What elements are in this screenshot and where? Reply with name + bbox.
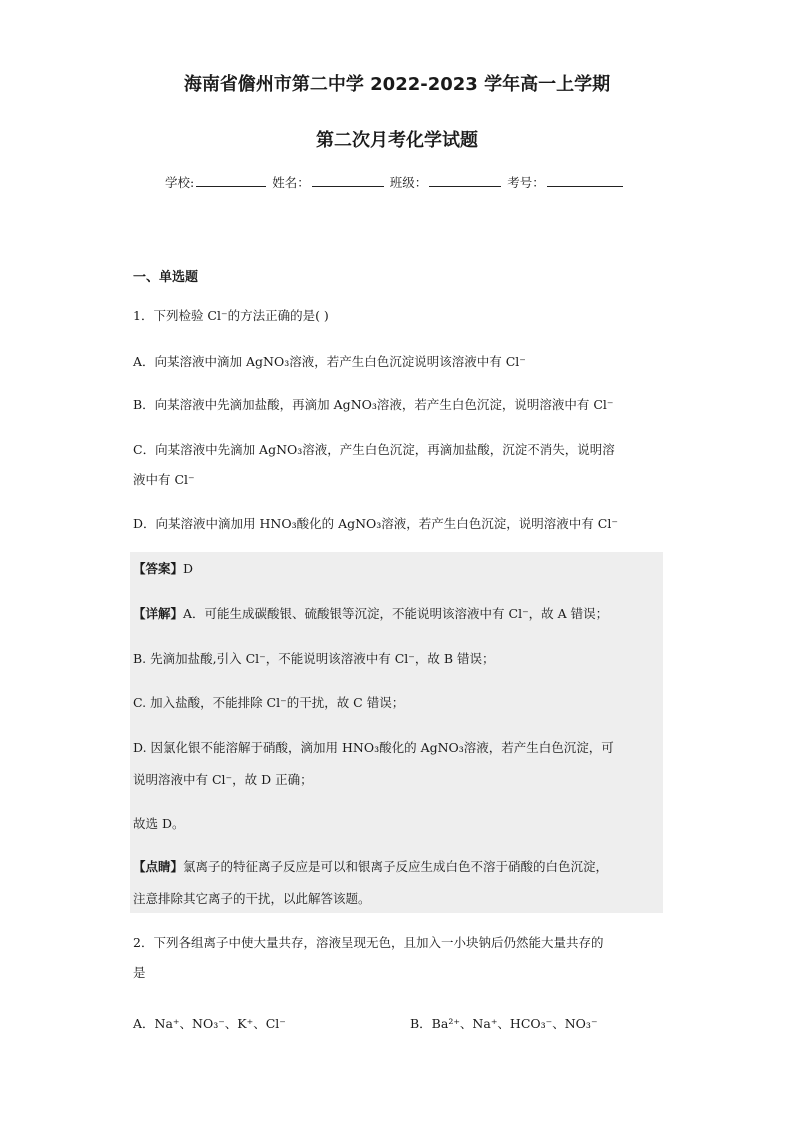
q1-answer: [133, 560, 193, 578]
exam-no-field[interactable]: [547, 172, 623, 187]
detail-label: 【详解】: [133, 606, 184, 621]
answer-label: 【答案】: [133, 561, 184, 576]
school-field[interactable]: [196, 172, 266, 187]
q1-option-c-line2: 液中有 Cl⁻: [133, 472, 195, 487]
q1-option-b: B．向某溶液中先滴加盐酸，再滴加 AgNO₃溶液，若产生白色沉淀，说明溶液中有 Cl⁻: [133, 397, 614, 412]
q1-detail-d-line2: 说明溶液中有 Cl⁻，故 D 正确；: [133, 772, 313, 787]
q1-option-d: D．向某溶液中滴加用 HNO₃酸化的 AgNO₃溶液，若产生白色沉淀，说明溶液中有 Cl⁻: [133, 516, 618, 531]
exam-no-label: 考号：: [507, 175, 545, 190]
school-label: 学校:: [165, 175, 195, 190]
q2-option-a: A．Na⁺、NO₃⁻、K⁺、Cl⁻: [133, 1016, 286, 1031]
q1-stem: 1．下列检验 Cl⁻的方法正确的是( ): [133, 308, 329, 323]
q2-stem-line2: 是: [133, 965, 146, 980]
class-label: 班级：: [389, 175, 428, 190]
q2-stem-line1: 2．下列各组离子中使大量共存，溶液呈现无色，且加入一小块钠后仍然能大量共存的: [133, 935, 604, 950]
q1-option-c-line1: C．向某溶液中先滴加 AgNO₃溶液，产生白色沉淀，再滴加盐酸，沉淀不消失，说明溶: [133, 442, 615, 457]
q1-detail-c: C. 加入盐酸，不能排除 Cl⁻的干扰，故 C 错误；: [133, 695, 405, 710]
comment-label: 【点睛】: [133, 859, 184, 874]
q1-conclusion: 故选 D。: [133, 816, 185, 831]
q1-option-a: A．向某溶液中滴加 AgNO₃溶液，若产生白色沉淀说明该溶液中有 Cl⁻: [133, 354, 526, 369]
detail-a-text: A．可能生成碳酸银、硫酸银等沉淀，不能说明该溶液中有 Cl⁻，故 A 错误；: [183, 606, 609, 621]
class-field[interactable]: [429, 172, 501, 187]
exam-title-line2: 第二次月考化学试题: [316, 130, 478, 151]
answer-value: D: [183, 561, 194, 576]
exam-title-line1: 海南省儋州市第二中学 2022-2023 学年高一上学期: [183, 74, 611, 95]
name-field[interactable]: [312, 172, 384, 187]
name-label: 姓名：: [272, 175, 310, 190]
comment-text: 氯离子的特征离子反应是可以和银离子反应生成白色不溶于硝酸的白色沉淀，: [183, 859, 609, 874]
q1-comment-line2: 注意排除其它离子的干扰，以此解答该题。: [133, 891, 371, 906]
student-info-row: [165, 172, 625, 192]
section-heading: 一、单选题: [133, 270, 199, 285]
q1-comment-line1: [133, 858, 608, 876]
q1-detail-a: [133, 605, 608, 623]
q2-option-b: B．Ba²⁺、Na⁺、HCO₃⁻、NO₃⁻: [410, 1016, 598, 1031]
q1-detail-b: B. 先滴加盐酸,引入 Cl⁻，不能说明该溶液中有 Cl⁻，故 B 错误；: [133, 651, 495, 666]
q1-detail-d-line1: D. 因氯化银不能溶解于硝酸，滴加用 HNO₃酸化的 AgNO₃溶液，若产生白色沉淀，可: [133, 740, 614, 755]
